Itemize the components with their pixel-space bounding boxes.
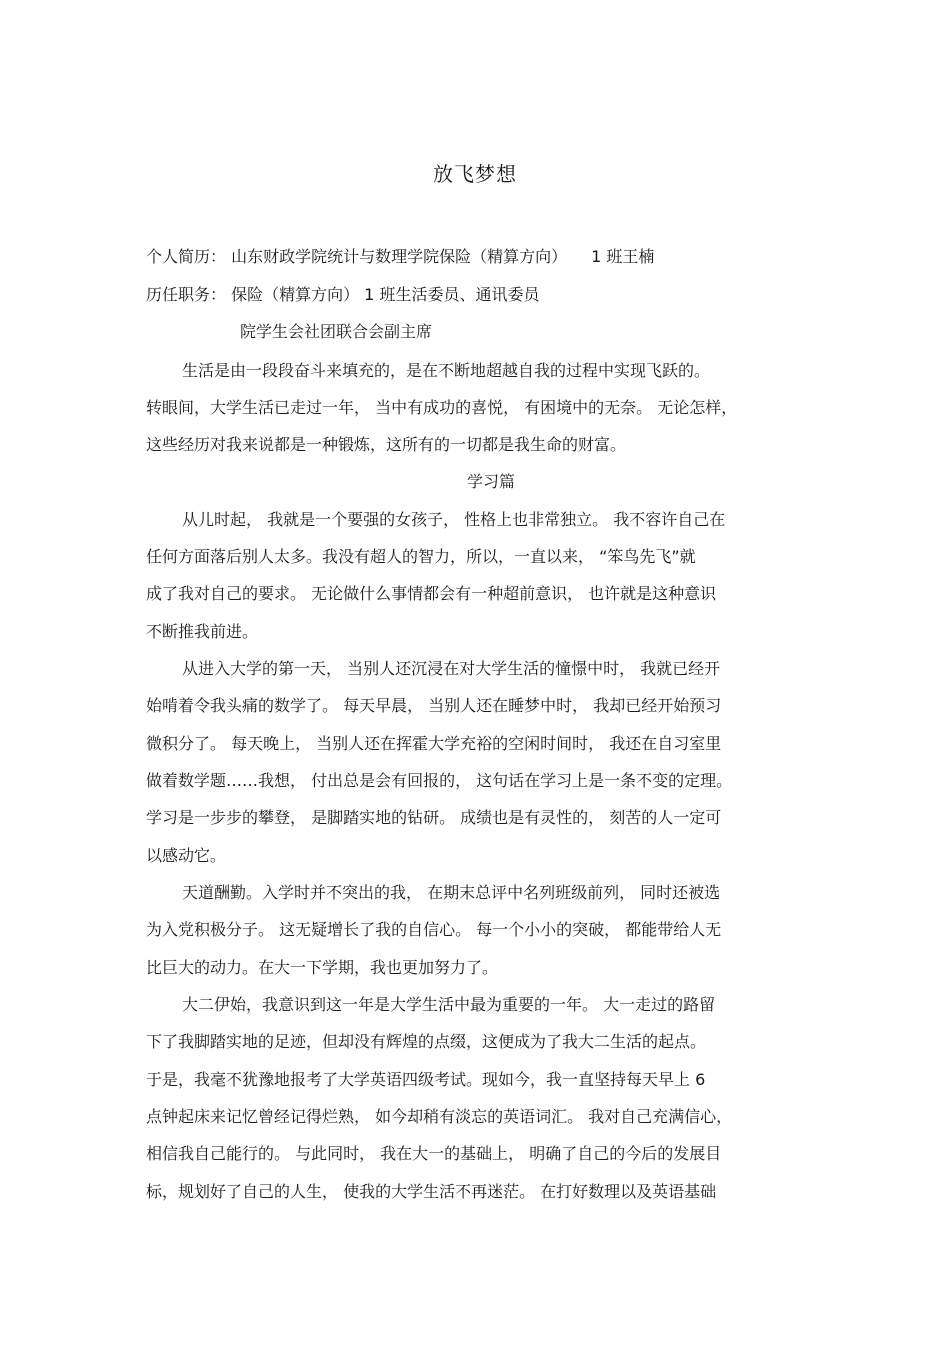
paragraph-line: 从儿时起， 我就是一个要强的女孩子， 性格上也非常独立。 我不容许自己在: [182, 510, 726, 529]
paragraph-line: 学习是一步步的攀登， 是脚踏实地的钻研。 成绩也是有灵性的， 刻苦的人一定可: [146, 808, 722, 827]
section-heading: 学习篇: [466, 472, 515, 491]
paragraph-line: 始啃着令我头痛的数学了。 每天早晨， 当别人还在睡梦中时， 我却已经开始预习: [146, 696, 722, 715]
paragraph-line: 天道酬勤。入学时并不突出的我， 在期末总评中名列班级前列， 同时还被选: [182, 883, 721, 902]
paragraph-line: 这些经历对我来说都是一种锻炼，这所有的一切都是我生命的财富。: [146, 435, 627, 454]
paragraph-line: 点钟起床来记忆曾经记得烂熟， 如今却稍有淡忘的英语词汇。 我对自己充满信心，: [146, 1107, 733, 1126]
document-title: 放飞梦想: [433, 162, 517, 186]
paragraph-line: 标，规划好了自己的人生， 使我的大学生活不再迷茫。 在打好数理以及英语基础: [146, 1182, 717, 1201]
paragraph-line: 下了我脚踏实地的足迹，但却没有辉煌的点缀，这便成为了我大二生活的起点。: [146, 1032, 707, 1051]
paragraph-line: 为入党积极分子。 这无疑增长了我的自信心。 每一个小小的突破， 都能带给人无: [146, 920, 722, 939]
paragraph-line: 比巨大的动力。在大一下学期，我也更加努力了。: [146, 958, 499, 977]
paragraph-line: 做着数学题……我想， 付出总是会有回报的， 这句话在学习上是一条不变的定理。: [146, 771, 733, 790]
paragraph-line: 微积分了。 每天晚上， 当别人还在挥霍大学充裕的空闲时间时， 我还在自习室里: [146, 734, 722, 753]
paragraph-line: 以感动它。: [146, 846, 227, 865]
positions-line-2: 院学生会社团联合会副主席: [240, 322, 433, 341]
resume-line: 个人简历： 山东财政学院统计与数理学院保险（精算方向） 1 班王楠: [146, 247, 655, 266]
positions-line: 历任职务： 保险（精算方向） 1 班生活委员、通讯委员: [146, 285, 540, 304]
paragraph-line: 于是，我毫不犹豫地报考了大学英语四级考试。现如今，我一直坚持每天早上 6: [146, 1070, 706, 1089]
paragraph-line: 转眼间，大学生活已走过一年， 当中有成功的喜悦， 有困境中的无奈。 无论怎样，: [146, 398, 738, 417]
paragraph-line: 不断推我前进。: [146, 622, 259, 641]
paragraph-line: 从进入大学的第一天， 当别人还沉浸在对大学生活的憧憬中时， 我就已经开: [182, 659, 721, 678]
paragraph-line: 成了我对自己的要求。 无论做什么事情都会有一种超前意识， 也许就是这种意识: [146, 584, 717, 603]
paragraph-line: 生活是由一段段奋斗来填充的，是在不断地超越自我的过程中实现飞跃的。: [182, 361, 711, 380]
paragraph-line: 任何方面落后别人太多。我没有超人的智力，所以，一直以来， “笨鸟先飞”就: [146, 547, 696, 566]
paragraph-line: 大二伊始，我意识到这一年是大学生活中最为重要的一年。 大一走过的路留: [182, 995, 716, 1014]
paragraph-line: 相信我自己能行的。 与此同时， 我在大一的基础上， 明确了自己的今后的发展目: [146, 1144, 722, 1163]
